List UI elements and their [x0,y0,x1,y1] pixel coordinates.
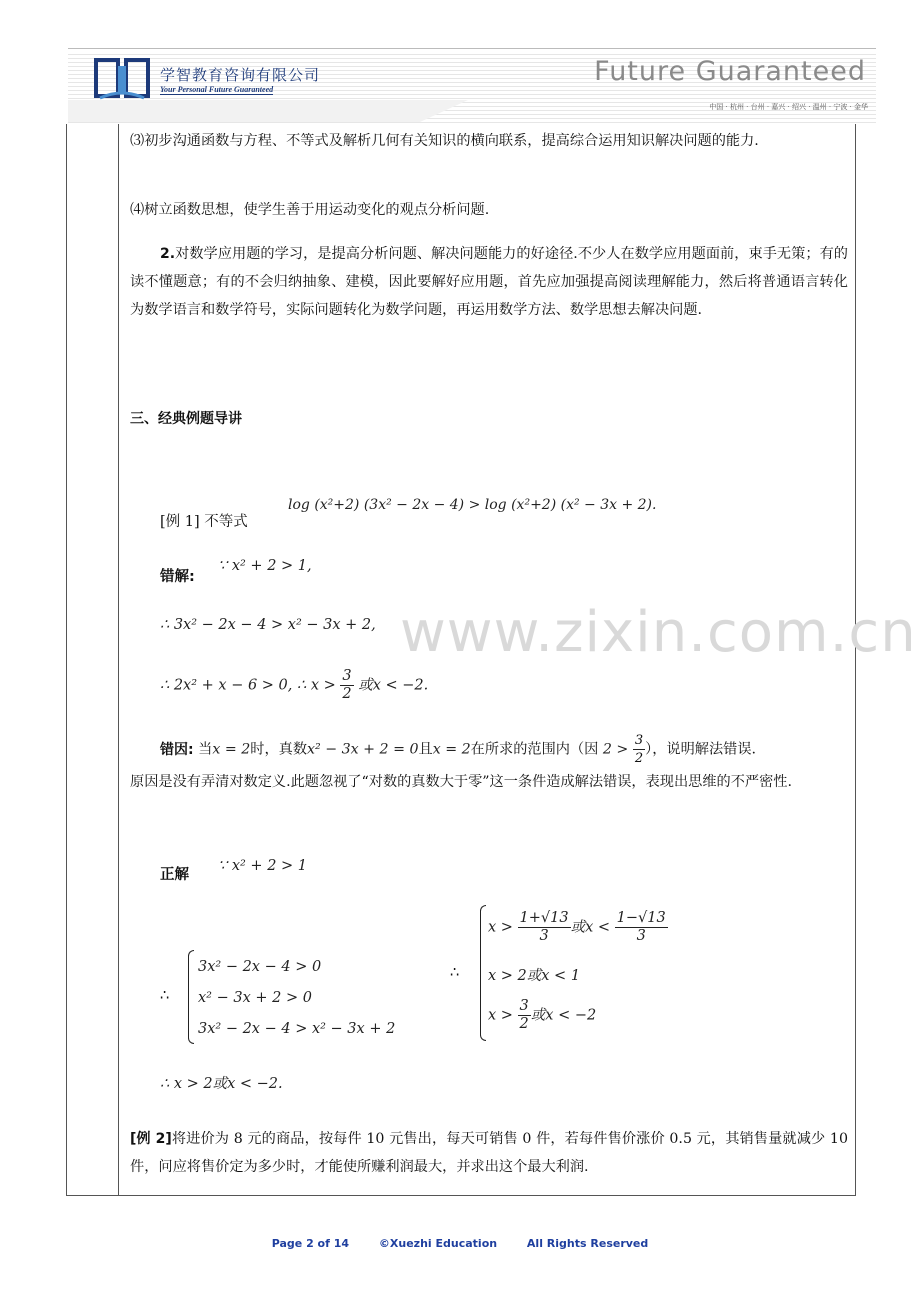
system-1-line-2: x² − 3x + 2 > 0 [198,990,312,1006]
error-cause-expression: x² − 3x + 2 = 0 [307,741,419,758]
final-answer: ∴ x > 2或x < −2. [160,1076,283,1092]
company-name: 学智教育咨询有限公司 [160,66,321,84]
inequality-system-1 [198,952,395,1045]
fraction-denominator: 2 [634,751,644,766]
table-column-divider [118,124,119,1196]
fraction-three-halves [340,668,353,703]
wrong-step-3-tail: 或x < −2. [358,677,429,694]
error-cause-text-e: ），说明解法错误. [645,741,757,758]
page-number: Page 2 of 14 [271,1237,350,1250]
slogan: Future Guaranteed [594,56,866,87]
section-heading: 三、经典例题导讲 [130,411,242,427]
system-2-line-2: x > 2或x < 1 [488,968,581,984]
point-2-number: 2. [160,246,176,262]
wrong-step-3 [160,668,428,703]
wrong-step-2: ∴ 3x² − 2x − 4 > x² − 3x + 2, [160,617,376,633]
fraction-numerator: 1−√13 [616,910,666,926]
error-cause-text-b: 时，真数 [250,741,308,758]
therefore-symbol-2: ∴ [450,965,460,981]
system-2-line-1-mid: 或x < [570,919,611,936]
objective-3: ⑶初步沟通函数与方程、不等式及解析几何有关知识的横向联系，提高综合运用知识解决问题的能力. [130,133,759,149]
example-2-text: 将进价为 8 元的商品，按每件 10 元售出，每天可销售 0 件，若每件售价涨价 0.5 元，其销售量就减少 10 件，问应将售价定为多少时，才能使所赚利润最大，并求出这个最大利润. [130,1131,848,1175]
error-cause-x-value: x = 2 [212,741,251,758]
fraction-three-halves [518,998,531,1033]
rights-notice: All Rights Reserved [526,1237,649,1250]
fraction-numerator: 3 [519,998,529,1014]
watermark: www.zixin.com.cn [400,600,917,665]
system-brace-right [480,905,486,1041]
correct-solution-label: 正解 [160,867,189,883]
fraction-denominator: 2 [519,1016,529,1032]
system-2-line-3 [488,998,596,1033]
system-1-line-1: 3x² − 2x − 4 > 0 [198,959,322,975]
system-brace-left [188,950,194,1044]
error-cause-text-c: 且 [418,741,433,758]
fraction-denominator: 3 [539,928,549,944]
city-list: 中国 · 杭州 · 台州 · 嘉兴 · 绍兴 · 温州 · 宁波 · 金华 [709,103,868,111]
correct-step-1: ∵ x² + 2 > 1 [218,858,308,874]
company-tagline: Your Personal Future Guaranteed [160,85,274,94]
example-2-label: [例 2] [130,1131,172,1147]
page-header [68,44,876,124]
error-cause-explanation: 原因是没有弄清对数定义.此题忽视了“对数的真数大于零”这一条件造成解法错误，表现出思维的不严密性. [130,774,792,790]
wrong-step-1: ∵ x² + 2 > 1, [218,558,312,574]
example-1-label: [例 1] 不等式 [160,514,248,530]
point-2-paragraph [130,240,848,324]
fraction-denominator: 3 [636,928,646,944]
wrong-step-3-lead: ∴ 2x² + x − 6 > 0, ∴ x > [160,677,336,694]
system-2-line-1 [488,910,668,945]
error-cause-fraction [633,732,645,767]
fraction-root-plus [518,910,571,945]
error-cause-inequality: 2 > [602,741,629,758]
error-cause-label: 错因: [160,741,194,758]
wrong-solution-label: 错解: [160,569,195,585]
error-cause-text-d: 在所求的范围内（因 [470,741,599,758]
error-cause [130,732,848,797]
example-1-formula: log (x²+2) (3x² − 2x − 4) > log (x²+2) (x² − 3x + 2). [288,497,657,513]
fraction-root-minus [615,910,668,945]
fraction-numerator: 1+√13 [519,910,569,926]
copyright: ©Xuezhi Education [378,1237,498,1250]
example-2 [130,1125,848,1181]
system-1-line-3: 3x² − 2x − 4 > x² − 3x + 2 [198,1021,396,1037]
system-2-line-1-lead: x > [488,919,513,936]
fraction-denominator: 2 [342,686,352,702]
header-rule [68,48,876,49]
error-cause-x-value-2: x = 2 [432,741,471,758]
fraction-numerator: 3 [342,668,352,684]
therefore-symbol: ∴ [160,988,170,1004]
objective-4: ⑷树立函数思想，使学生善于用运动变化的观点分析问题. [130,202,490,218]
fraction-numerator: 3 [634,733,644,748]
page-footer [0,1237,920,1250]
point-2-text: 对数学应用题的学习，是提高分析问题、解决问题能力的好途径.不少人在数学应用题面前，束手无策；有的读不懂题意；有的不会归纳抽象、建模，因此要解好应用题，首先应加强提高阅读理解能力，然后将普通语言转化为数学语言和数学符号，实际问题转化为数学问题，再运用数学方法、数学思想去解决问题. [130,246,848,318]
book-logo-icon [94,56,154,104]
error-cause-text-a: 当 [198,741,213,758]
system-2-line-3-tail: 或x < −2 [530,1007,597,1024]
system-2-line-3-lead: x > [488,1007,513,1024]
